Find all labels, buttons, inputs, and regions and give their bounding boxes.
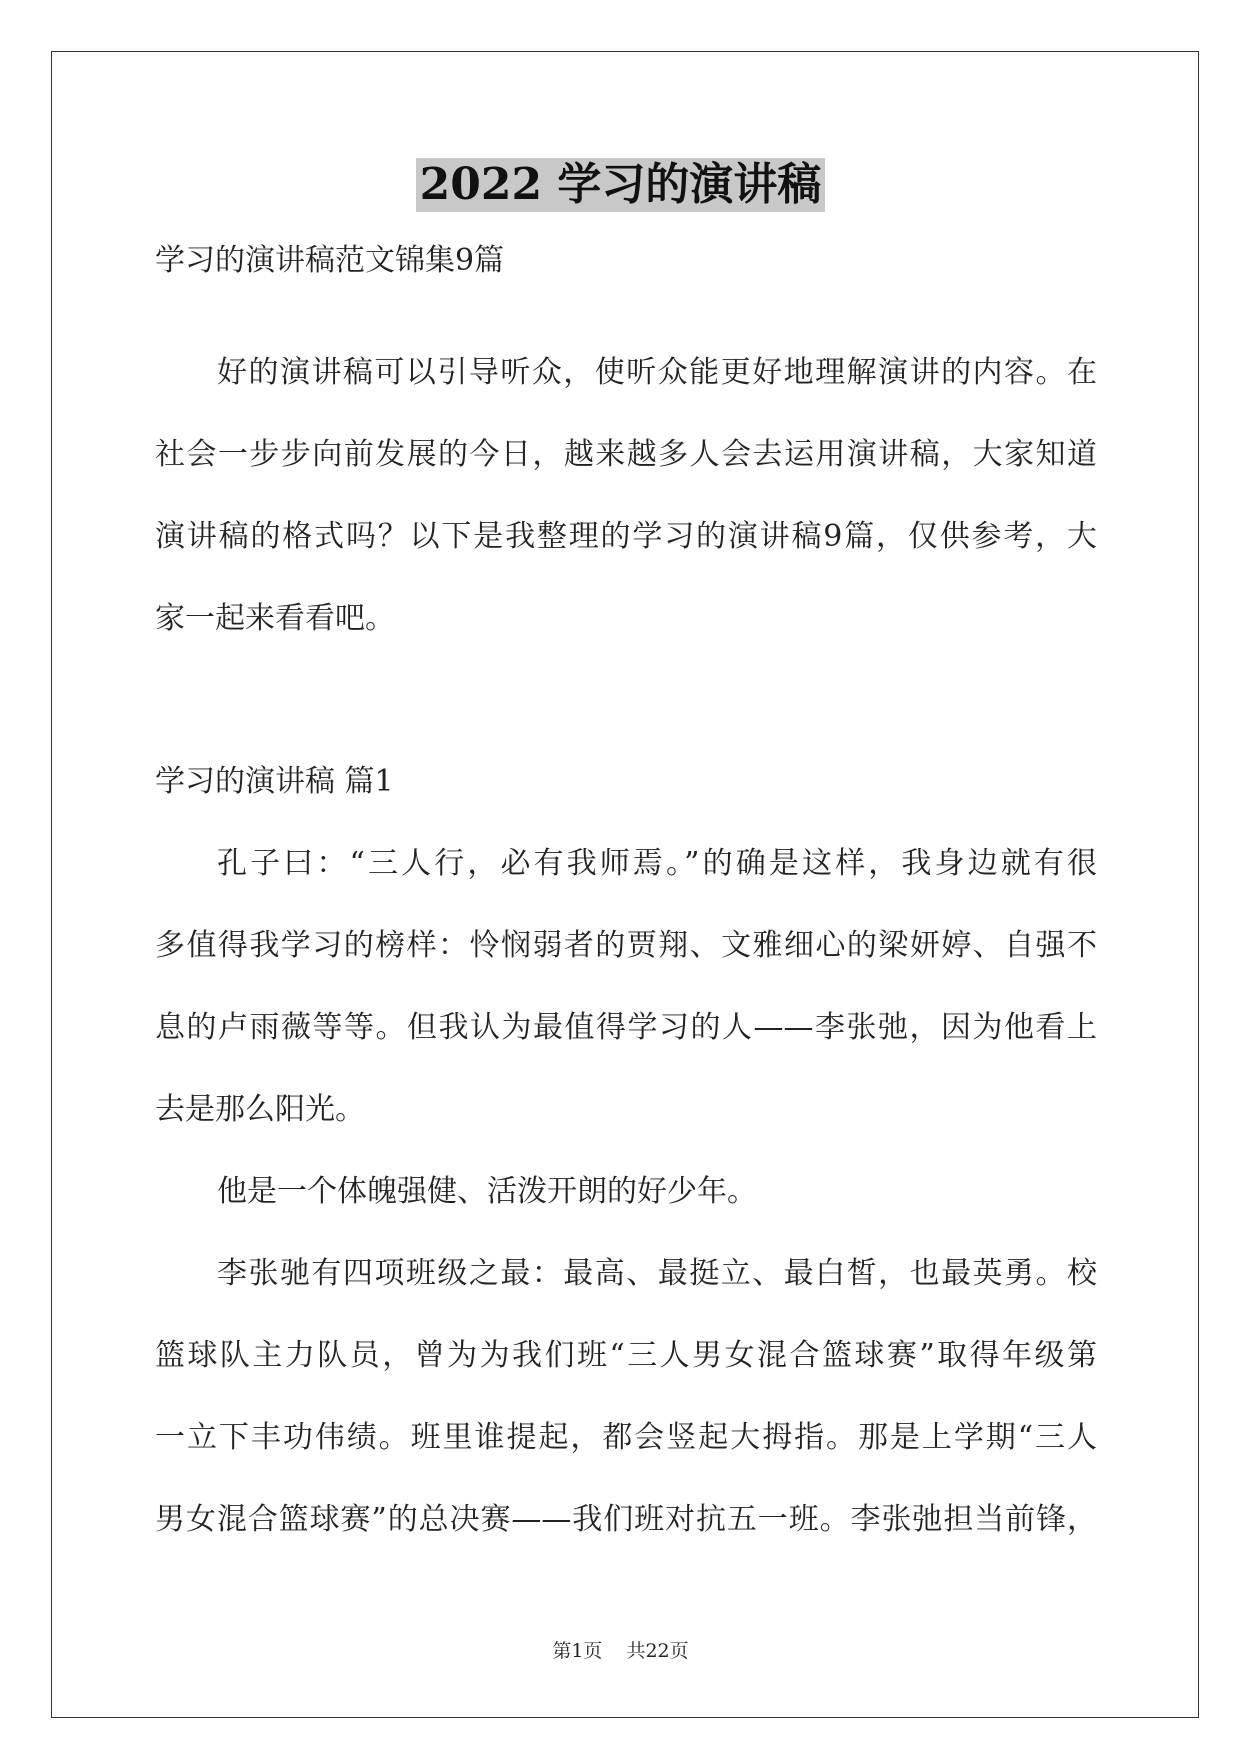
paragraph-line: 去是那么阳光。	[155, 1092, 365, 1127]
paragraph	[155, 332, 1097, 660]
paragraph-line: 孔子曰：“三人行，必有我师焉。”的确是这样，我身边就有很	[217, 846, 1097, 881]
paragraph	[155, 823, 1097, 1151]
document-subtitle: 学习的演讲稿范文锦集9篇	[155, 243, 505, 278]
page-total: 共22页	[626, 1640, 689, 1662]
paragraph-line: 演讲稿的格式吗？以下是我整理的学习的演讲稿9篇，仅供参考，大	[155, 519, 1097, 554]
section-heading: 学习的演讲稿 篇1	[155, 764, 394, 799]
paragraph-line: 家一起来看看吧。	[155, 601, 395, 636]
page-footer	[0, 1638, 1241, 1664]
paragraph-line: 多值得我学习的榜样：怜悯弱者的贾翔、文雅细心的梁妍婷、自强不	[155, 928, 1097, 963]
paragraph-line: 李张驰有四项班级之最：最高、最挺立、最白皙，也最英勇。校	[217, 1256, 1097, 1291]
document-title: 2022 学习的演讲稿	[416, 158, 826, 212]
paragraph-line: 社会一步步向前发展的今日，越来越多人会去运用演讲稿，大家知道	[155, 437, 1097, 472]
paragraph-line: 一立下丰功伟绩。班里谁提起，都会竖起大拇指。那是上学期“三人	[155, 1420, 1097, 1455]
paragraph	[155, 1151, 1097, 1233]
page-number: 第1页	[552, 1640, 603, 1662]
paragraph	[155, 1233, 1097, 1561]
paragraph-line: 他是一个体魄强健、活泼开朗的好少年。	[217, 1174, 757, 1209]
paragraph-line: 篮球队主力队员，曾为为我们班“三人男女混合篮球赛”取得年级第	[155, 1338, 1097, 1373]
paragraph-line: 男女混合篮球赛”的总决赛——我们班对抗五一班。李张弛担当前锋，	[155, 1502, 1097, 1537]
paragraph-line: 好的演讲稿可以引导听众，使听众能更好地理解演讲的内容。在	[217, 355, 1097, 390]
title-wrap	[0, 158, 1241, 212]
paragraph-line: 息的卢雨薇等等。但我认为最值得学习的人——李张弛，因为他看上	[155, 1010, 1097, 1045]
document-body	[155, 220, 1097, 1561]
